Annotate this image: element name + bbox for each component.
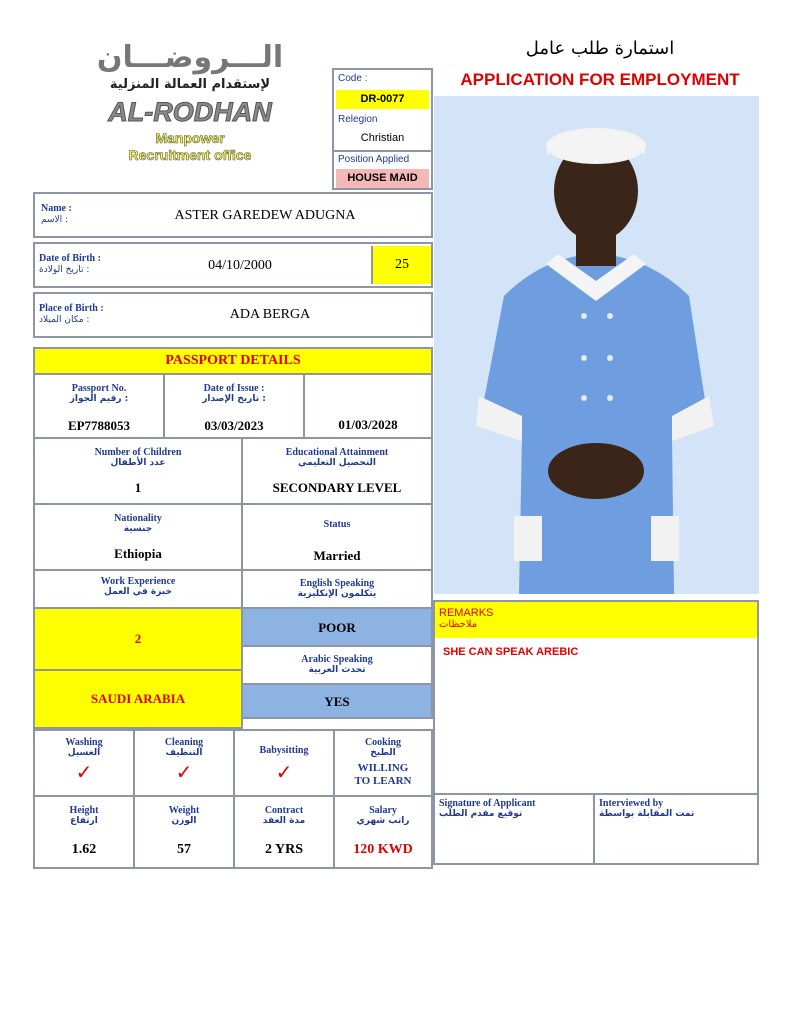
height-cell xyxy=(33,795,135,869)
education-value: SECONDARY LEVEL xyxy=(272,480,402,495)
nationality-cell xyxy=(33,503,243,571)
contract-cell xyxy=(233,795,335,869)
pob-label-en: Place of Birth : xyxy=(39,303,104,314)
contract-value: 2 YRS xyxy=(265,842,303,857)
nationality-label-en: Nationality xyxy=(114,513,162,524)
interviewed-label-en: Interviewed by xyxy=(599,798,664,809)
remarks-box xyxy=(433,600,759,795)
dob-label-en: Date of Birth : xyxy=(39,253,101,264)
name-row xyxy=(33,192,433,238)
english-label-cell xyxy=(241,569,433,609)
passport-heading: PASSPORT DETAILS xyxy=(33,347,433,375)
washing-label-en: Washing xyxy=(65,737,103,748)
washing-cell xyxy=(33,729,135,797)
salary-value: 120 KWD xyxy=(353,842,413,857)
pob-value: ADA BERGA xyxy=(229,307,311,322)
contract-label-ar: مدة العقد xyxy=(262,816,306,826)
experience-years: 2 xyxy=(134,631,142,646)
cooking-label-en: Cooking xyxy=(364,737,402,748)
status-value: Married xyxy=(313,548,361,563)
english-label-ar: يتكلمون الإنكليزية xyxy=(297,589,377,599)
cleaning-label-en: Cleaning xyxy=(164,737,204,748)
passport-no-label-en: Passport No. xyxy=(71,383,127,394)
nationality-label-ar: جنسية xyxy=(123,524,153,534)
expiry-date-cell xyxy=(303,373,433,439)
issue-label-ar: تاريخ الإصدار : xyxy=(202,394,266,404)
washing-label-ar: الغسيل xyxy=(67,748,101,758)
arabic-label-cell xyxy=(241,645,433,685)
nationality-value: Ethiopia xyxy=(114,546,162,561)
salary-label-ar: راتب شهري xyxy=(356,816,410,826)
children-label-ar: عدد الأطفال xyxy=(110,458,166,468)
religion-label: Relegion xyxy=(338,114,378,125)
logo-line2: Recruitment office xyxy=(128,147,252,163)
children-label-en: Number of Children xyxy=(94,447,182,458)
remarks-label-ar: ملاحظات xyxy=(439,619,478,630)
height-value: 1.62 xyxy=(71,842,97,857)
experience-label-ar: خبرة في العمل xyxy=(104,587,172,597)
contract-label-en: Contract xyxy=(264,805,304,816)
issue-date: 03/03/2023 xyxy=(204,418,264,433)
children-value: 1 xyxy=(134,480,142,495)
cleaning-cell xyxy=(133,729,235,797)
weight-label-en: Weight xyxy=(168,805,200,816)
children-cell xyxy=(33,437,243,505)
interviewed-label-ar: تمت المقابلة بواسطة xyxy=(599,809,695,819)
cleaning-label-ar: التنظيف xyxy=(165,748,203,758)
babysitting-check-icon: ✓ xyxy=(275,760,293,784)
passport-no-label-ar: رقيم الجواز : xyxy=(69,394,129,404)
dob-value: 04/10/2000 xyxy=(208,258,272,273)
issue-label-en: Date of Issue : xyxy=(203,383,265,394)
logo-arabic-subtitle: لإستقدام العمالة المنزلية xyxy=(109,77,271,92)
english-label-en: English Speaking xyxy=(299,578,375,589)
pob-label-ar: مكان الميلاد : xyxy=(39,315,90,325)
dob-label-ar: تاريخ الولادة : xyxy=(39,265,90,275)
english-value-cell xyxy=(241,607,433,647)
experience-country-cell xyxy=(33,669,243,729)
code-label: Code : xyxy=(338,73,368,84)
education-cell xyxy=(241,437,433,505)
status-label-en: Status xyxy=(323,519,351,530)
weight-cell xyxy=(133,795,235,869)
english-value: POOR xyxy=(318,620,356,635)
position-value: HOUSE MAID xyxy=(336,169,429,188)
company-logo xyxy=(70,40,310,180)
passport-number-cell xyxy=(33,373,165,439)
babysitting-cell xyxy=(233,729,335,797)
cleaning-check-icon: ✓ xyxy=(175,760,193,784)
education-label-ar: التحصيل التعليمي xyxy=(297,458,377,468)
interviewed-box xyxy=(593,793,759,865)
weight-label-ar: الوزن xyxy=(171,816,197,826)
remarks-label-en: REMARKS xyxy=(439,607,494,619)
page-title: APPLICATION FOR EMPLOYMENT xyxy=(460,70,740,89)
experience-country: SAUDI ARABIA xyxy=(90,691,186,706)
cooking-cell xyxy=(333,729,433,797)
age-value: 25 xyxy=(371,246,431,284)
code-box xyxy=(332,68,433,190)
arabic-label-en: Arabic Speaking xyxy=(301,654,373,665)
arabic-label-ar: تحدث العربية xyxy=(308,665,366,675)
cooking-label-ar: الطبخ xyxy=(370,748,396,758)
experience-label-en: Work Experience xyxy=(100,576,176,587)
signature-label-ar: توقيع مقدم الطلب xyxy=(439,809,523,819)
arabic-value-cell xyxy=(241,683,433,719)
pob-row xyxy=(33,292,433,338)
cooking-value: WILLING TO LEARN xyxy=(354,762,412,787)
signature-box xyxy=(433,793,595,865)
religion-value: Christian xyxy=(360,132,405,144)
arabic-title: استمارة طلب عامل xyxy=(525,38,675,59)
washing-check-icon: ✓ xyxy=(75,760,93,784)
logo-english-name: AL-RODHAN xyxy=(108,97,272,127)
applicant-photo xyxy=(434,96,759,594)
remarks-header xyxy=(435,602,757,638)
experience-label-cell xyxy=(33,569,243,609)
remarks-value: SHE CAN SPEAK AREBIC xyxy=(443,646,579,658)
height-label-en: Height xyxy=(69,805,99,816)
position-label: Position Applied xyxy=(338,154,410,165)
logo-arabic-name: الـــروضـــان xyxy=(96,40,284,75)
experience-years-cell xyxy=(33,607,243,671)
height-label-ar: ارتفاع xyxy=(70,816,98,826)
logo-line1: Manpower xyxy=(155,130,225,146)
name-label-ar: الاسم : xyxy=(41,215,69,225)
signature-label-en: Signature of Applicant xyxy=(439,798,536,809)
weight-value: 57 xyxy=(177,842,191,857)
expiry-date: 01/03/2028 xyxy=(338,417,398,432)
education-label-en: Educational Attainment xyxy=(285,447,389,458)
salary-cell xyxy=(333,795,433,869)
salary-label-en: Salary xyxy=(369,805,397,816)
arabic-value: YES xyxy=(324,694,350,709)
issue-date-cell xyxy=(163,373,305,439)
code-value: DR-0077 xyxy=(336,90,429,109)
dob-row xyxy=(33,242,433,288)
passport-number: EP7788053 xyxy=(67,418,131,433)
status-cell xyxy=(241,503,433,571)
babysitting-label-en: Babysitting xyxy=(259,745,309,756)
name-value: ASTER GAREDEW ADUGNA xyxy=(174,208,356,223)
name-label-en: Name : xyxy=(41,203,72,214)
